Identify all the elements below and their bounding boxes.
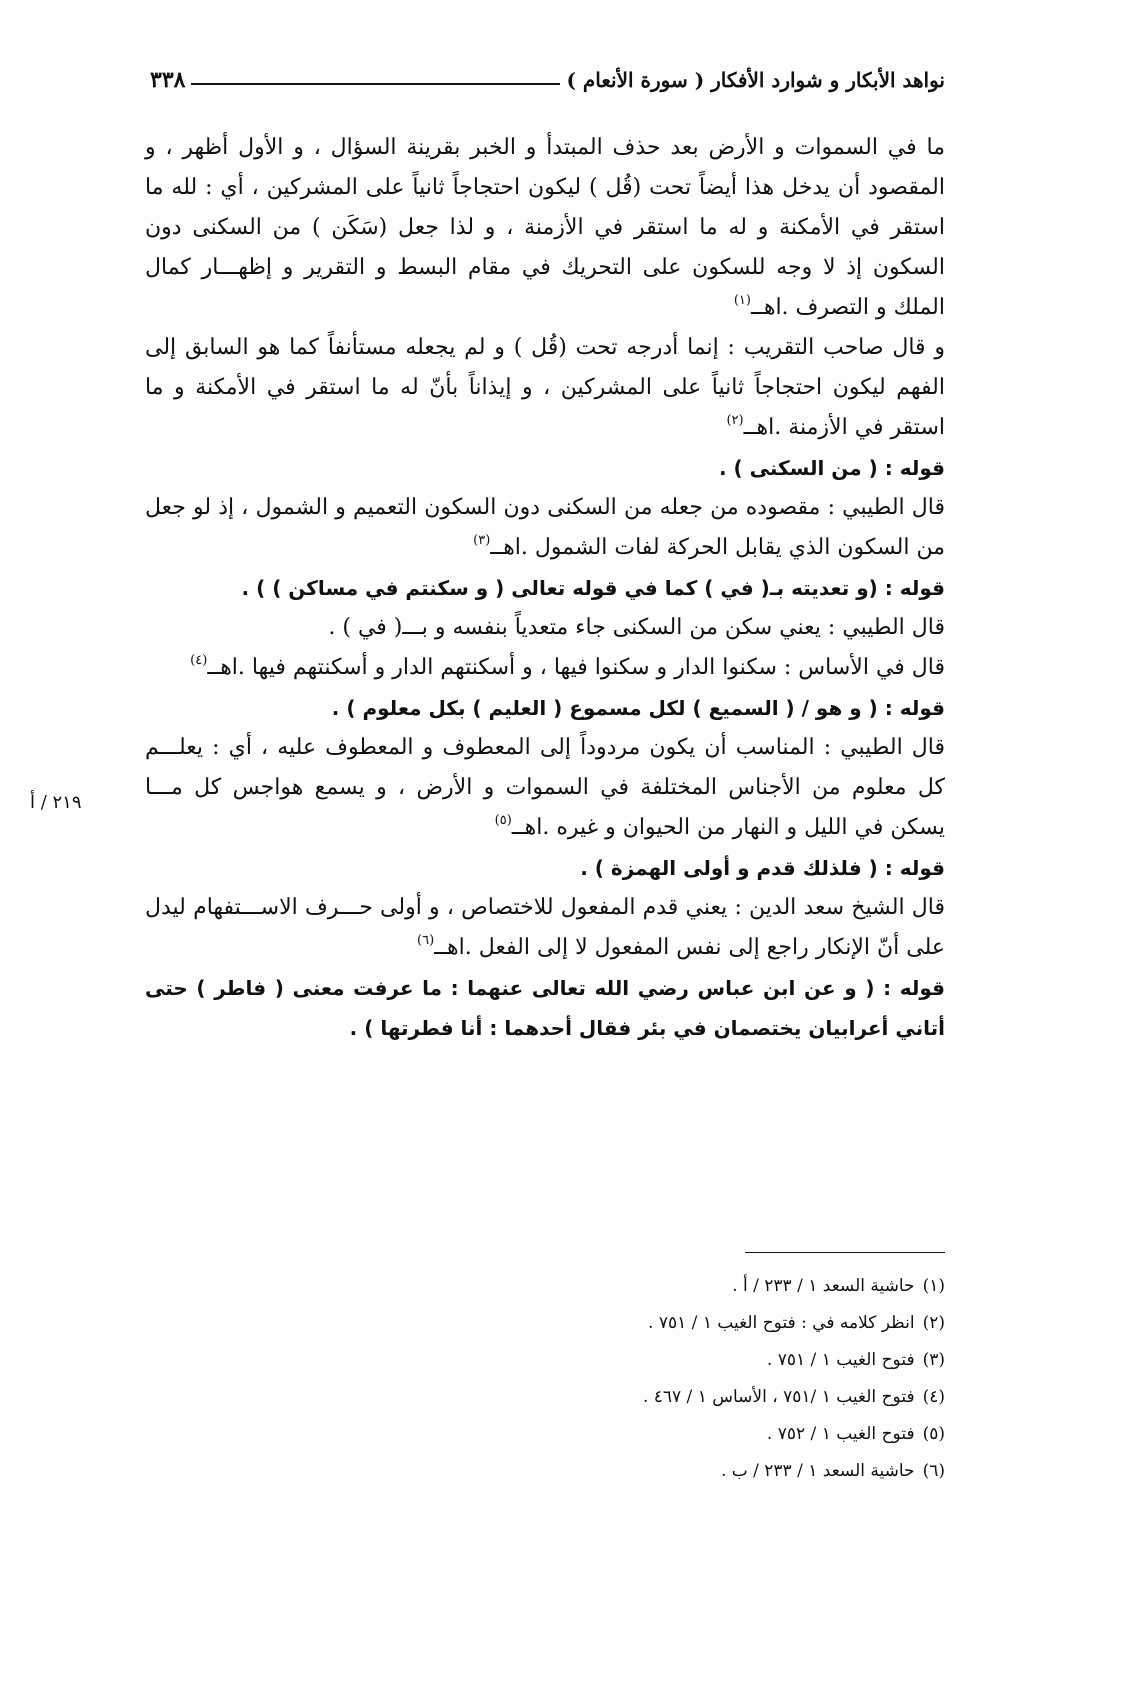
paragraph: قال الشيخ سعد الدين : يعني قدم المفعول للاختصاص ، و أولى حـــرف الاســـتفهام ليدل على أنّ الإنكار راجع إلى نفس المفعول لا إلى الفعل .اهــ$^{(٦)}$ (145, 895, 945, 960)
footnote-item: (١)حاشية السعد ١ / ٢٣٣ / أ . (732, 1276, 945, 1296)
main-text (145, 128, 945, 1048)
quote-heading: قوله : (و تعديته بـ( في ) كما في قوله تعالى ( و سكنتم في مساكن ) ) . (241, 576, 945, 600)
running-title: نواهد الأبكار و شوارد الأفكار ( سورة الأنعام ) (566, 68, 945, 92)
footnote-separator (745, 1252, 945, 1253)
paragraph: قال الطيبي : المناسب أن يكون مردوداً إلى المعطوف و المعطوف عليه ، أي : يعلـــم كل معلوم من الأجناس المختلفة في السموات و الأرض ، و يسمع هواجس كل مـــا يسكن في الليل و النهار من الحيوان و غيره .اهــ$^{(٥)}$ (145, 735, 945, 840)
paragraph: ما في السموات و الأرض بعد حذف المبتدأ و الخبر بقرينة السؤال ، و الأول أظهر ، و المقصود أن يدخل هذا أيضاً تحت (قُل ) ليكون احتجاجاً ثانياً على المشركين ، أي : لله ما استقر في الأمكنة و له ما استقر في الأزمنة ، و لذا جعل (سَكَن ) من السكنى دون السكون إذ لا وجه للسكون على التحريك في مقام البسط و التقرير و إظهـــار كمال الملك و التصرف .اهــ$^{(١)}$ (145, 135, 945, 320)
footnote-item: (٦)حاشية السعد ١ / ٢٣٣ / ب . (720, 1461, 945, 1481)
footnote-item: (٣)فتوح الغيب ١ / ٧٥١ . (766, 1350, 945, 1370)
paragraph: قال في الأساس : سكنوا الدار و سكنوا فيها ، و أسكنتهم الدار و أسكنتهم فيها .اهــ$^{(٤)}$ (190, 652, 945, 680)
footnotes (450, 1268, 945, 1490)
quote-heading: قوله : ( من السكنى ) . (718, 456, 945, 480)
page-header (150, 60, 945, 100)
footnote-item: (٤)فتوح الغيب ١ /٧٥١ ، الأساس ١ / ٤٦٧ . (642, 1387, 945, 1407)
margin-folio-note: ٢١٩ / أ (30, 792, 82, 813)
footnote-item: (٥)فتوح الغيب ١ / ٧٥٢ . (766, 1424, 945, 1444)
paragraph: قال الطيبي : يعني سكن من السكنى جاء متعدياً بنفسه و بـــ( في ) . (328, 615, 945, 640)
page-number: ٣٣٨ (150, 67, 186, 93)
paragraph: قال الطيبي : مقصوده من جعله من السكنى دون السكون التعميم و الشمول ، إذ لو جعل من السكون الذي يقابل الحركة لفات الشمول .اهــ$^{(٣)}$ (145, 495, 945, 560)
header-rule (191, 83, 560, 85)
quote-heading: قوله : ( فلذلك قدم و أولى الهمزة ) . (580, 856, 945, 880)
quote-heading: قوله : ( و عن ابن عباس رضي الله تعالى عنهما : ما عرفت معنى ( فاطر ) حتى أتاني أعرابيان يختصمان في بئر فقال أحدهما : أنا فطرتها ) . (145, 976, 945, 1040)
quote-heading: قوله : ( و هو / ( السميع ) لكل مسموع ( العليم ) بكل معلوم ) . (331, 696, 945, 720)
paragraph: و قال صاحب التقريب : إنما أدرجه تحت (قُل ) و لم يجعله مستأنفاً كما هو السابق إلى الفهم ليكون احتجاجاً ثانياً على المشركين ، و إيذاناً بأنّ له ما استقر في الأمكنة و ما استقر في الأزمنة .اهــ$^{(٢)}$ (145, 335, 945, 440)
footnote-item: (٢)انظر كلامه في : فتوح الغيب ١ / ٧٥١ . (648, 1313, 945, 1333)
